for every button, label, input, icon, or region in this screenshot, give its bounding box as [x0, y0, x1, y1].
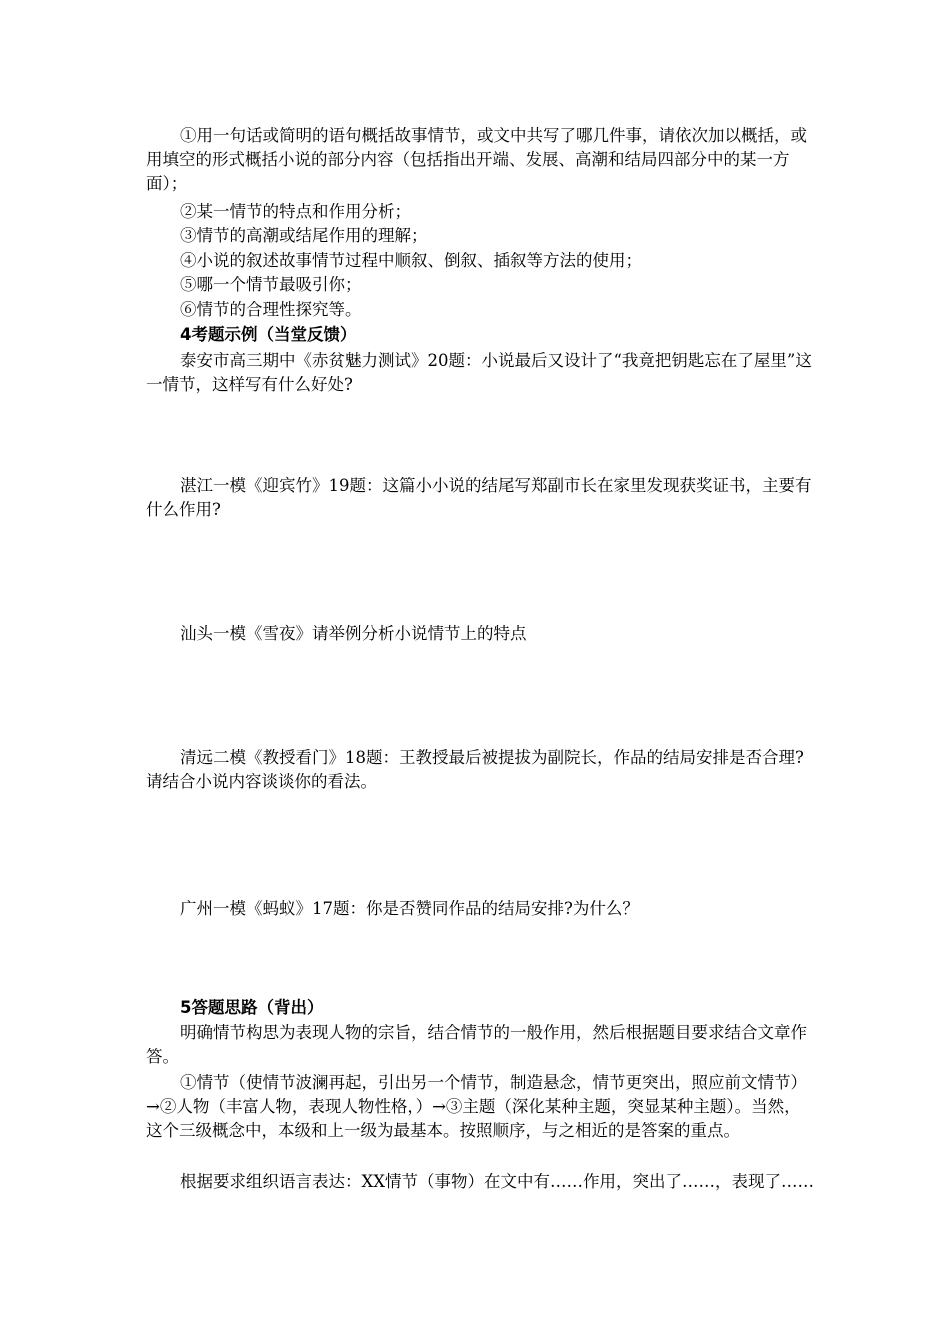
question-1: 泰安市高三期中《赤贫魅力测试》20题：小说最后又设计了“我竟把钥匙忘在了屋里”这一情节，这样写有什么好处? — [146, 351, 812, 394]
criterion-2: ②某一情节的特点和作用分析； — [180, 202, 411, 221]
answer-paragraph-1: 明确情节构思为表现人物的宗旨，结合情节的一般作用，然后根据题目要求结合文章作答。 — [146, 1023, 807, 1066]
question-3: 汕头一模《雪夜》请举例分析小说情节上的特点 — [180, 624, 527, 643]
question-4: 清远二模《教授看门》18题：王教授最后被提拔为副院长，作品的结局安排是否合理?请结合小说内容谈谈你的看法。 — [146, 748, 804, 791]
criterion-6: ⑥情节的合理性探究等。 — [180, 300, 362, 319]
question-5: 广州一模《蚂蚁》17题：你是否赞同作品的结局安排?为什么？ — [180, 899, 639, 918]
section-4-heading: 4考题示例（当堂反馈） — [180, 325, 357, 344]
criterion-5: ⑤哪一个情节最吸引你； — [180, 275, 362, 294]
criterion-3: ③情节的高潮或结尾作用的理解； — [180, 226, 428, 245]
criterion-4: ④小说的叙述故事情节过程中顺叙、倒叙、插叙等方法的使用； — [180, 251, 642, 270]
answer-paragraph-3: 根据要求组织语言表达：XX情节（事物）在文中有……作用，突出了……，表现了…… — [180, 1172, 814, 1191]
criterion-1: ①用一句话或简明的语句概括故事情节，或文中共写了哪几件事，请依次加以概括，或用填空的形式概括小说的部分内容（包括指出开端、发展、高潮和结局四部分中的某一方面）； — [146, 126, 807, 193]
answer-paragraph-2: ①情节（使情节波澜再起，引出另一个情节，制造悬念，情节更突出，照应前文情节）→②人物（丰富人物，表现人物性格，）→③主题（深化某种主题，突显某种主题）。当然，这个三级概念中，本级和上一级为最基本。按照顺序，与之相近的是答案的重点。 — [146, 1073, 807, 1140]
section-5-heading: 5答题思路（背出） — [180, 998, 324, 1017]
question-2: 湛江一模《迎宾竹》19题：这篇小小说的结尾写郑副市长在家里发现获奖证书，主要有什么作用? — [146, 476, 812, 519]
